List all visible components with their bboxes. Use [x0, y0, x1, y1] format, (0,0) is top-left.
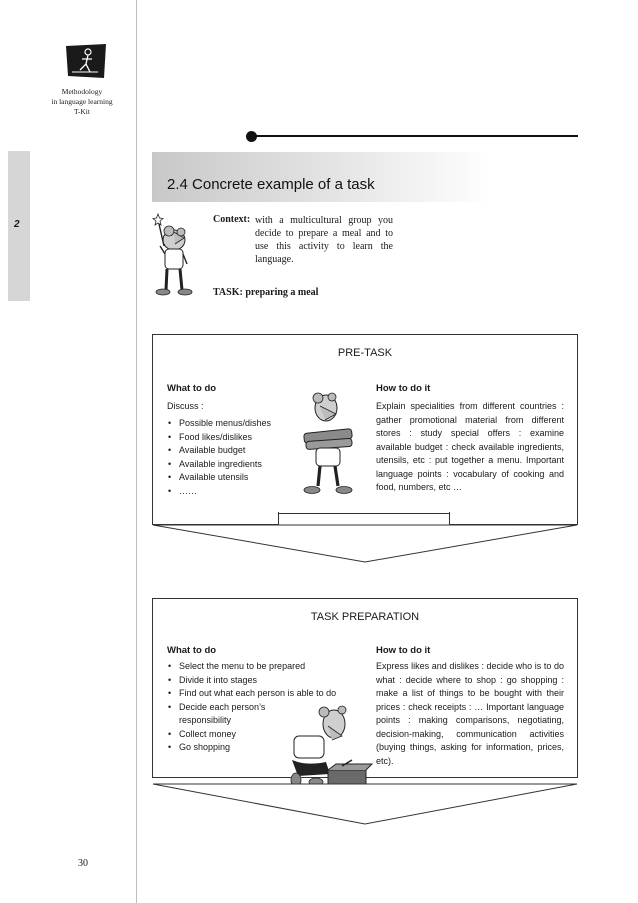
list-item: • Find out what each person is able to do — [168, 688, 337, 698]
page-number: 30 — [78, 858, 88, 869]
list-item: • Select the menu to be prepared — [168, 661, 306, 671]
list-item: • Available budget — [168, 445, 246, 455]
sidebar-line-3: T-Kit — [74, 107, 90, 116]
pretask-title: PRE-TASK — [337, 347, 393, 359]
pretask-down-arrow — [150, 522, 580, 566]
header-rule-line — [256, 135, 578, 137]
preparation-how-heading: How to do it — [376, 645, 431, 656]
margin-rule — [136, 0, 137, 903]
context-label: Context: — [213, 214, 251, 225]
sidebar-line-2: in language learning — [51, 97, 113, 106]
list-item: • …… — [168, 485, 197, 496]
list-item: • Possible menus/dishes — [168, 418, 272, 428]
list-item: • Available ingredients — [168, 458, 262, 469]
pretask-what-heading: What to do — [167, 383, 217, 394]
list-item: • Decide each person’s responsibility — [168, 701, 266, 725]
preparation-title: TASK PREPARATION — [310, 611, 420, 623]
chapter-number: 2 — [14, 219, 20, 230]
section-title: 2.4 Concrete example of a task — [167, 176, 375, 193]
list-item: • Available utensils — [168, 472, 249, 482]
mouse-carrying-illustration — [300, 390, 360, 502]
preparation-what-heading: What to do — [167, 645, 217, 656]
list-item: • Collect money — [168, 728, 237, 739]
pretask-what-intro: Discuss : — [167, 401, 204, 411]
pretask-how-text: Explain specialities from different countries : gather promotional material from different stores : study special offers : examine available budget : check available ingredients, utensils, etc : put together a menu. Important language points : vocabulary of cooking and food, numbers, etc … — [376, 401, 564, 492]
list-item: • Go shopping — [168, 742, 231, 752]
mouse-wand-illustration — [150, 212, 200, 298]
list-item: • Divide it into stages — [168, 674, 258, 685]
sidebar-line-1: Methodology — [61, 87, 103, 96]
preparation-how-text: Express likes and dislikes : decide who is to do what : decide where to shop : go shopping : make a list of things to be bought with their prices : check receipts : … Important language points : making comparisons, negotiating, decision-making, communication activities (buying things, asking for information, prices, etc). — [376, 661, 564, 766]
context-text: with a multicultural group you decide to prepare a meal and to use this activity to learn the language. — [255, 215, 393, 265]
tkit-logo-icon — [64, 44, 108, 80]
list-item: • Food likes/dislikes — [168, 431, 253, 442]
task-label: TASK: preparing a meal — [213, 287, 319, 298]
preparation-down-arrow — [150, 776, 580, 828]
pretask-what-list — [167, 417, 297, 498]
pretask-how-heading: How to do it — [376, 383, 431, 394]
pretask-box — [152, 334, 578, 514]
